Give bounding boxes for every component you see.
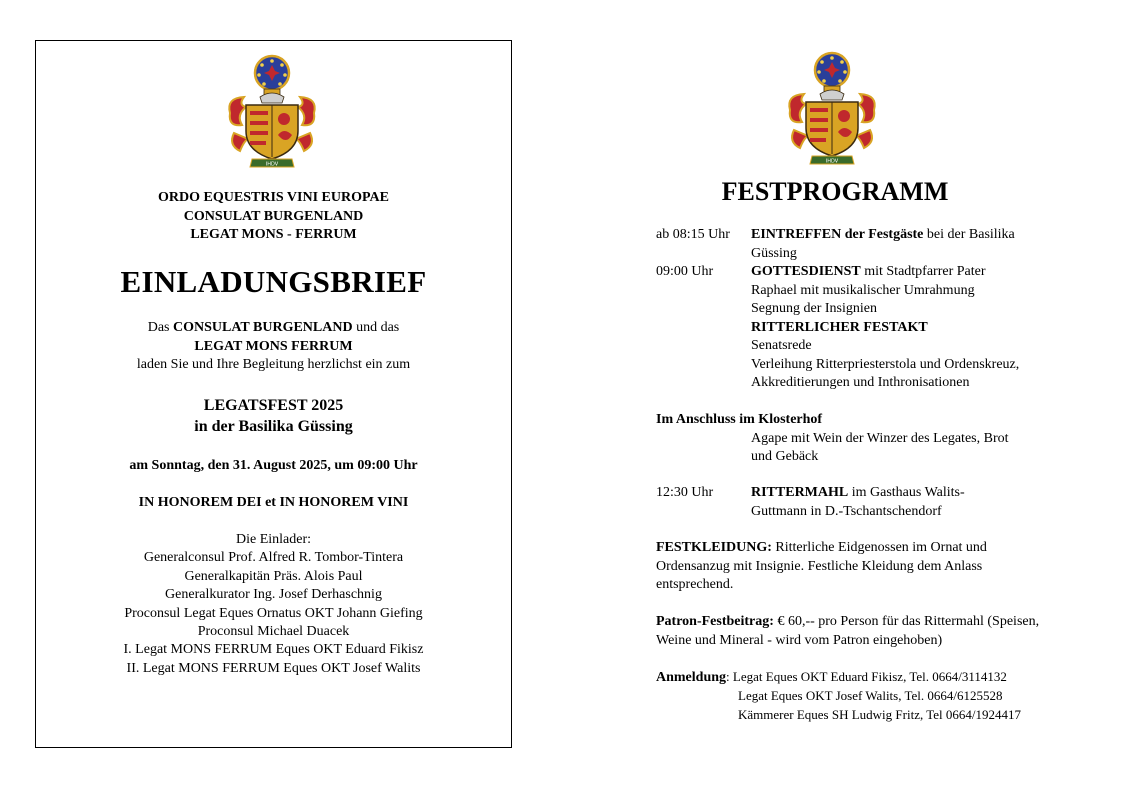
svg-text:IHDV: IHDV <box>265 161 279 168</box>
program-time: 09:00 Uhr <box>656 264 714 279</box>
invitation-text: Das CONSULAT BURGENLAND und das LEGAT MONS FERRUM laden Sie und Ihre Begleitung herzlichst ein zum <box>136 320 411 372</box>
contact-entry: Legat Eques OKT Josef Walits, Tel. 0664/6125528 <box>738 688 1003 704</box>
event-name: LEGATSFEST 2025 in der Basilika Güssing <box>194 397 353 435</box>
host-entry: II. Legat MONS FERRUM Eques OKT Josef Walits <box>126 660 421 676</box>
host-entry: Proconsul Michael Duacek <box>197 624 350 640</box>
program-schedule: ab 08:15 Uhr EINTREFFEN der Festgäste bei der Basilika Güssing 09:00 Uhr GOTTESDIENST mit Stadtpfarrer Pater Raphael mit musikalischer Umrahmung Segnung der Insignien RITTERLICHER FESTAKT Senatsrede Verleihung Ritterpriesterstola und Ordenskreuz, Akkreditierungen und Inthronisationen <box>656 226 1071 393</box>
program-item: Im Anschluss im Klosterhof Agape mit Wein der Winzer des Legates, Brot und Gebäck <box>656 411 1071 467</box>
program-heading: Im Anschluss im Klosterhof <box>656 412 823 427</box>
host-entry: Proconsul Legat Eques Ornatus OKT Johann Giefing <box>124 605 423 621</box>
host-entry: Generalconsul Prof. Alfred R. Tombor-Tintera <box>143 550 404 566</box>
program-item: ab 08:15 Uhr EINTREFFEN der Festgäste bei der Basilika <box>656 226 1071 245</box>
program-time: ab 08:15 Uhr <box>656 227 730 242</box>
hosts-heading: Die Einlader: <box>235 532 312 547</box>
event-motto: IN HONOREM DEI et IN HONOREM VINI <box>138 495 409 510</box>
program-item: 09:00 Uhr GOTTESDIENST mit Stadtpfarrer Pater <box>656 263 1071 282</box>
host-entry: Generalkapitän Präs. Alois Paul <box>184 568 363 584</box>
registration-contacts: Anmeldung: Legat Eques OKT Eduard Fikisz, Tel. 0664/3114132 Legat Eques OKT Josef Walits, Tel. 0664/6125528 Kämmerer Eques SH Ludwig Fritz, Tel 0664/1924417 <box>656 668 1021 724</box>
dress-code: FESTKLEIDUNG: Ritterliche Eidgenossen im Ornat und Ordensanzug mit Insignie. Festliche Kleidung dem Anlass entsprechend. <box>656 540 987 592</box>
hosts-list <box>36 531 511 678</box>
contact-entry: Kämmerer Eques SH Ludwig Fritz, Tel 0664/1924417 <box>738 706 1022 722</box>
organization-name: ORDO EQUESTRIS VINI EUROPAE CONSULAT BURGENLAND LEGAT MONS - FERRUM <box>158 190 389 242</box>
host-entry: I. Legat MONS FERRUM Eques OKT Eduard Fikisz <box>123 642 424 658</box>
page-title: EINLADUNGSBRIEF <box>120 264 427 299</box>
event-date: am Sonntag, den 31. August 2025, um 09:00 Uhr <box>129 458 418 473</box>
order-coat-of-arms <box>782 50 882 168</box>
program-time: 12:30 Uhr <box>656 485 714 500</box>
host-entry: Generalkurator Ing. Josef Derhaschnig <box>165 587 382 603</box>
order-coat-of-arms <box>222 53 322 171</box>
fee-info: Patron-Festbeitrag: € 60,-- pro Person für das Rittermahl (Speisen, Weine und Mineral - wird vom Patron eingehoben) <box>656 614 1040 648</box>
program-title: FESTPROGRAMM <box>721 177 949 206</box>
invitation-page <box>35 40 512 748</box>
program-item: 12:30 Uhr RITTERMAHL im Gasthaus Walits- Guttmann in D.-Tschantschendorf <box>656 485 965 519</box>
svg-text:IHDV: IHDV <box>825 158 839 165</box>
